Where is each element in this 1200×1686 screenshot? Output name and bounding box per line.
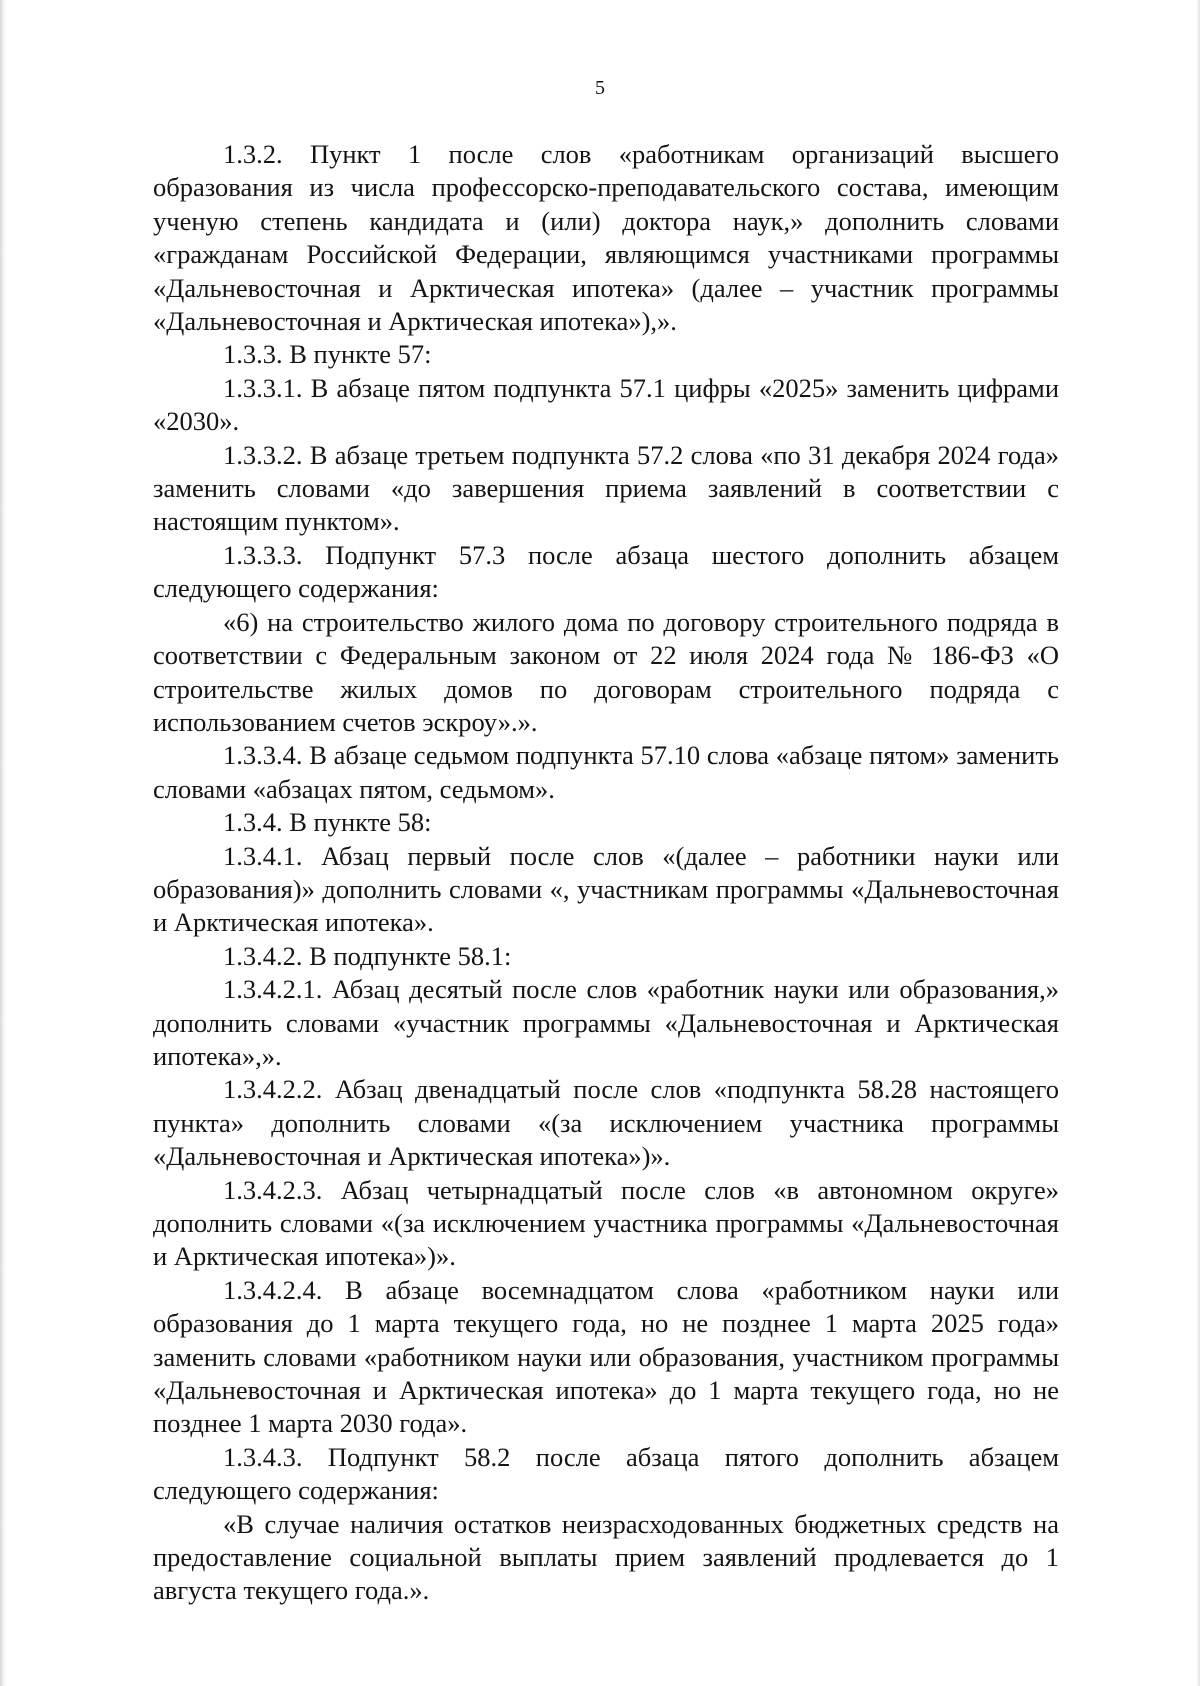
scan-edge (0, 0, 6, 1686)
paragraph-1-3-4-2-2: 1.3.4.2.2. Абзац двенадцатый после слов «подпункта 58.28 настоящего пункта» дополнить словами «(за исключением участника программы «Дальневосточная и Арктическая ипотека»)». (153, 1074, 1059, 1172)
paragraph-1-3-3-2: 1.3.3.2. В абзаце третьем подпункта 57.2 слова «по 31 декабря 2024 года» заменить словами «до завершения приема заявлений в соответствии с настоящим пунктом». (153, 439, 1059, 537)
paragraph-1-3-3-1: 1.3.3.1. В абзаце пятом подпункта 57.1 цифры «2025» заменить цифрами «2030». (153, 372, 1059, 437)
paragraph-1-3-4: 1.3.4. В пункте 58: (223, 807, 432, 838)
paragraph-1-3-4-3: 1.3.4.3. Подпункт 58.2 после абзаца пятого дополнить абзацем следующего содержания: (153, 1441, 1059, 1506)
page-number: 5 (595, 77, 605, 99)
scan-edge (1196, 0, 1200, 1686)
paragraph-quote-item-6: «6) на строительство жилого дома по договору строительного подряда в соответствии с Федеральным законом от 22 июля 2024 года № 186-ФЗ «О строительстве жилых домов по договорам строительного подряда с использованием счетов эскроу».». (153, 606, 1059, 737)
paragraph-1-3-3: 1.3.3. В пункте 57: (223, 339, 432, 370)
paragraph-1-3-3-3: 1.3.3.3. Подпункт 57.3 после абзаца шестого дополнить абзацем следующего содержания: (153, 539, 1059, 604)
paragraph-quote-remaining-funds: «В случае наличия остатков неизрасходованных бюджетных средств на предоставление социальной выплаты прием заявлений продлевается до 1 августа текущего года.». (153, 1508, 1059, 1606)
paragraph-1-3-4-2: 1.3.4.2. В подпункте 58.1: (223, 940, 512, 971)
paragraph-1-3-4-1: 1.3.4.1. Абзац первый после слов «(далее – работники науки или образования)» дополнить словами «, участникам программы «Дальневосточная и Арктическая ипотека». (153, 840, 1059, 938)
paragraph-1-3-4-2-3: 1.3.4.2.3. Абзац четырнадцатый после слов «в автономном округе» дополнить словами «(за исключением участника программы «Дальневосточная и Арктическая ипотека»)». (153, 1174, 1059, 1272)
paragraph-1-3-4-2-4: 1.3.4.2.4. В абзаце восемнадцатом слова «работником науки или образования до 1 марта текущего года, но не позднее 1 марта 2025 года» заменить словами «работником науки или образования, участником программы «Дальневосточная и Арктическая ипотека» до 1 марта текущего года, но не позднее 1 марта 2030 года». (153, 1274, 1059, 1439)
paragraph-1-3-4-2-1: 1.3.4.2.1. Абзац десятый после слов «работник науки или образования,» дополнить словами «участник программы «Дальневосточная и Арктическая ипотека»,». (153, 974, 1059, 1071)
paragraph-1-3-3-4: 1.3.3.4. В абзаце седьмом подпункта 57.10 слова «абзаце пятом» заменить словами «абзацах пятом, седьмом». (153, 740, 1059, 804)
document-body (153, 138, 1059, 1608)
paragraph-1-3-2: 1.3.2. Пункт 1 после слов «работникам организаций высшего образования из числа профессорско-преподавательского состава, имеющим ученую степень кандидата и (или) доктора наук,» дополнить словами «гражданам Российской Федерации, являющимся участниками программы «Дальневосточная и Арктическая ипотека» (далее – участник программы «Дальневосточная и Арктическая ипотека»),». (153, 139, 1059, 337)
